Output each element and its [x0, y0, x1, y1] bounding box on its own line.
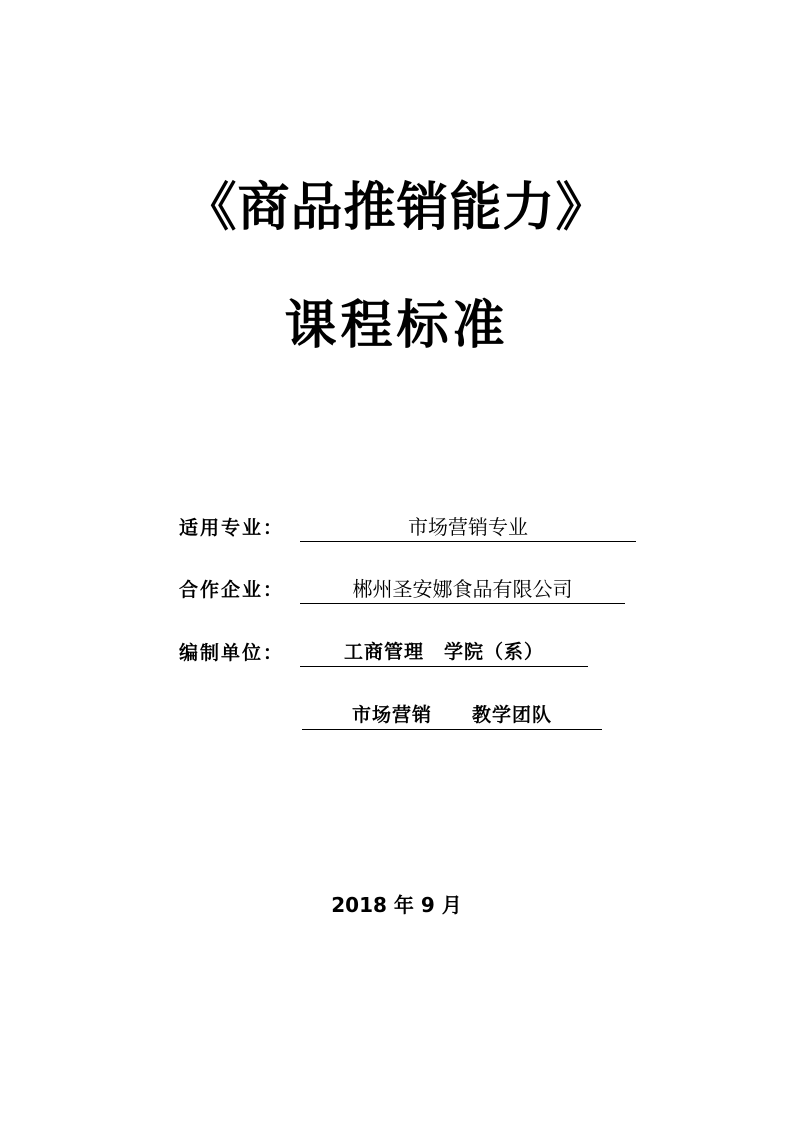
document-subtitle: 课程标准 [284, 295, 509, 356]
document-title: 《商品推销能力》 [184, 177, 609, 238]
compiler-value-college: 工商管理 学院（系） [300, 640, 588, 667]
document-date: 2018 年 9 月 [331, 893, 462, 917]
major-value: 市场营销专业 [300, 515, 636, 542]
major-label: 适用专业： [179, 517, 285, 539]
partner-label: 合作企业： [179, 579, 285, 601]
compiler-value-team: 市场营销 教学团队 [302, 703, 602, 730]
partner-value: 郴州圣安娜食品有限公司 [300, 577, 625, 604]
compiler-label: 编制单位： [179, 642, 285, 664]
